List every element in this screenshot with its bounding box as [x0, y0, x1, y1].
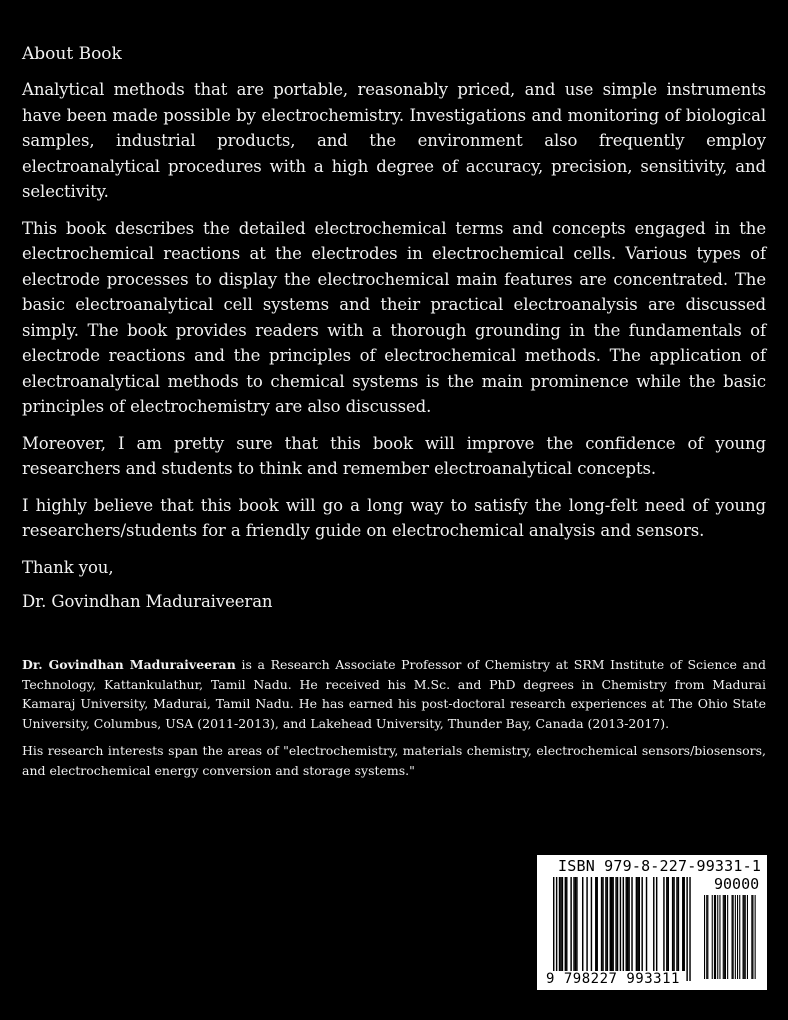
about-paragraph-4: I highly believe that this book will go a long way to satisfy the long-felt need of young researchers/students for a friendly guide on electrochemical analysis and sensors. — [22, 495, 766, 540]
barcode-addon-bars — [704, 895, 760, 979]
barcode-addon-bar — [751, 895, 752, 979]
barcode-bar — [576, 877, 577, 971]
barcode-bar — [676, 877, 677, 971]
barcode-bar — [623, 877, 624, 981]
barcode-bar — [570, 877, 571, 971]
barcode-addon-bar — [737, 895, 738, 979]
barcode-bar — [627, 877, 628, 971]
barcode-bar — [591, 877, 592, 971]
barcode-addon-bar — [715, 895, 716, 979]
closing-text: Thank you, — [22, 557, 114, 577]
barcode-addon-bar — [707, 895, 708, 979]
barcode-bar — [566, 877, 567, 971]
about-paragraph-1: Analytical methods that are portable, reasonably priced, and use simple instruments have been made possible by electrochemistry. Investigations and monitoring of biological samples, industrial products, and the environment also frequently employ electroanalytical procedures with a high degree of accuracy, precision, sensitivity, and selectivity. — [22, 80, 766, 201]
barcode-bar — [668, 877, 669, 971]
barcode-bar — [595, 877, 596, 971]
barcode-bar — [559, 877, 560, 971]
barcode-bar — [673, 877, 674, 971]
barcode-addon-bar — [723, 895, 724, 979]
barcode-bar — [565, 877, 566, 971]
barcode-bar — [646, 877, 647, 971]
isbn-label: ISBN 979-8-227-99331-1 — [558, 857, 762, 875]
barcode-addon-bar — [732, 895, 733, 979]
about-book-heading: About Book — [22, 44, 122, 64]
barcode-addon-bar — [735, 895, 736, 979]
barcode-bar — [610, 877, 611, 971]
barcode-bar — [575, 877, 576, 971]
barcode-bar — [582, 877, 583, 971]
barcode-bar — [636, 877, 637, 971]
barcode-bar — [626, 877, 627, 971]
barcode-bar — [597, 877, 598, 971]
barcode-bar — [672, 877, 673, 971]
barcode-addon-bar — [743, 895, 744, 979]
barcode-bar — [628, 877, 629, 971]
isbn-barcode — [537, 855, 767, 990]
barcode-bar — [639, 877, 640, 971]
barcode-addon-bar — [745, 895, 746, 979]
barcode-bar — [637, 877, 638, 971]
barcode-addon-bar — [719, 895, 720, 979]
barcode-bar — [684, 877, 685, 971]
barcode-addon-bar — [704, 895, 705, 979]
barcode-bar — [641, 877, 642, 971]
barcode-addon-bar — [714, 895, 715, 979]
barcode-addon-bar — [747, 895, 748, 979]
barcode-bar — [553, 877, 554, 981]
barcode-bar — [620, 877, 621, 981]
author-bio-section — [22, 655, 766, 788]
barcode-bar — [601, 877, 602, 971]
barcode-addon-bar — [717, 895, 718, 979]
barcode-bar — [602, 877, 603, 971]
barcode-addon-bar — [727, 895, 728, 979]
barcode-addon-price: 90000 — [714, 875, 760, 893]
barcode-main-bars — [553, 877, 698, 981]
barcode-addon-bar — [739, 895, 740, 979]
barcode-bar — [656, 877, 657, 971]
bio-author-name: Dr. Govindhan Maduraiveeran — [22, 657, 236, 672]
barcode-bar — [686, 877, 687, 981]
about-book-section — [22, 40, 766, 624]
barcode-addon-bar — [725, 895, 726, 979]
barcode-bar — [689, 877, 690, 981]
barcode-addon-bar — [744, 895, 745, 979]
barcode-bar — [556, 877, 557, 981]
barcode-bar — [605, 877, 606, 971]
barcode-bar — [666, 877, 667, 971]
barcode-addon-bar — [712, 895, 713, 979]
barcode-addon-bar — [706, 895, 707, 979]
barcode-bar — [607, 877, 608, 971]
barcode-bar — [560, 877, 561, 971]
bio-paragraph-2: His research interests span the areas of "electrochemistry, materials chemistry, electrochemical sensors/biosensors, and electrochemical energy conversion and storage systems." — [22, 743, 766, 778]
barcode-bar — [678, 877, 679, 971]
barcode-bar — [682, 877, 683, 971]
barcode-addon-bar — [755, 895, 756, 979]
barcode-addon-bar — [724, 895, 725, 979]
barcode-bar — [611, 877, 612, 971]
barcode-bar — [612, 877, 613, 971]
barcode-bar — [631, 877, 632, 971]
barcode-bar — [562, 877, 563, 971]
about-paragraph-3: Moreover, I am pretty sure that this book will improve the confidence of young researchers and students to think and remember electroanalytical concepts. — [22, 433, 766, 478]
barcode-bar — [586, 877, 587, 971]
barcode-bar — [573, 877, 574, 971]
barcode-bar — [615, 877, 616, 971]
barcode-bar — [653, 877, 654, 971]
barcode-bar — [663, 877, 664, 971]
signature: Dr. Govindhan Maduraiveeran — [22, 592, 273, 611]
barcode-bar — [617, 877, 618, 971]
barcode-addon-bar — [752, 895, 753, 979]
bio-paragraph-1-text: is a Research Associate Professor of Chemistry at SRM Institute of Science and Technology, Kattankulathur, Tamil Nadu. He received his M.Sc. and PhD degrees in Chemistry from Madurai Kamaraj University, Madurai, Tamil Nadu. He has earned his post-doctoral research experiences at The Ohio State University, Columbus, USA (2011-2013), and Lakehead University, Thunder Bay, Canada (2013-2017). — [22, 657, 766, 731]
bio-paragraph-1 — [22, 655, 766, 733]
barcode-digits: 9 798227 993311 — [546, 971, 680, 987]
about-paragraph-2: This book describes the detailed electrochemical terms and concepts engaged in the electrochemical reactions at the electrodes in electrochemical cells. Various types of electrode processes to display the electrochemical main features are concentrated. The basic electroanalytical cell systems and their practical electroanalysis are discussed simply. The book provides readers with a thorough grounding in the fundamentals of electrode reactions and the principles of electrochemical methods. The application of electroanalytical methods to chemical systems is the main prominence while the basic principles of electrochemistry are also discussed. — [22, 218, 766, 416]
barcode-addon-bar — [733, 895, 734, 979]
